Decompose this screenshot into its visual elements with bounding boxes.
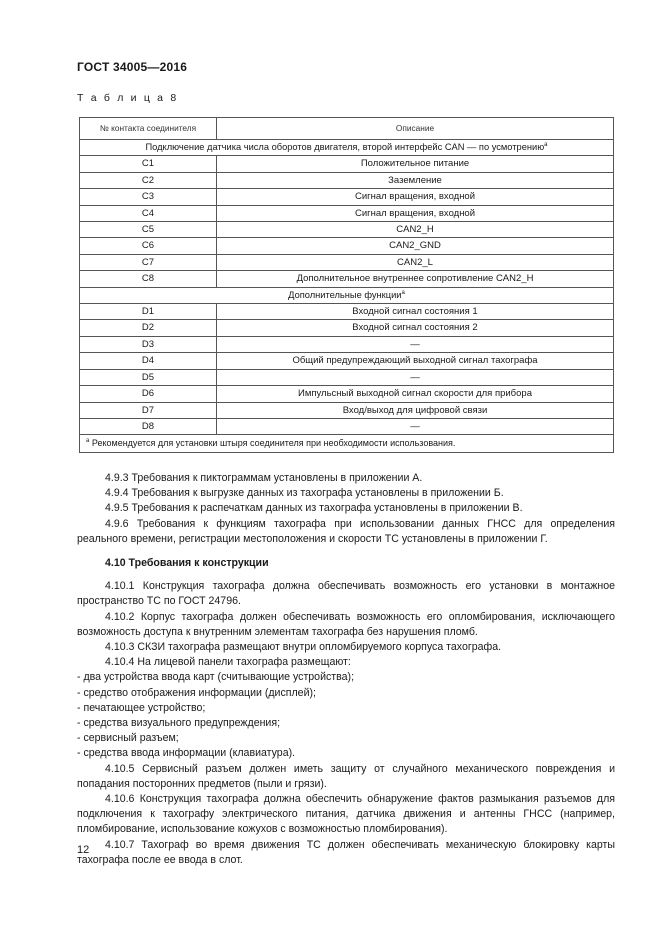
table-row xyxy=(80,336,614,352)
table-row xyxy=(80,418,614,434)
description-cell: Вход/выход для цифровой связи xyxy=(217,402,614,418)
description-cell: — xyxy=(217,369,614,385)
description-cell: CAN2_GND xyxy=(217,238,614,254)
section-title-sensor xyxy=(80,140,614,156)
table-row xyxy=(80,238,614,254)
section-title-text: Дополнительные функции xyxy=(288,289,402,300)
paragraph-4-10-3: 4.10.3 СКЗИ тахографа размещают внутри опломбируемого корпуса тахографа. xyxy=(105,641,502,654)
table-footnote-row xyxy=(80,435,614,453)
description-cell: — xyxy=(217,336,614,352)
section-heading-4-10: 4.10 Требования к конструкции xyxy=(105,557,269,570)
paragraph-4-10-6: 4.10.6 Конструкция тахографа должна обеспечить обнаружение фактов размыкания разъемов для подключения к тахографу электрического питания, датчика движения и антенны ГНСС (например, пломбирование, использование кожухов с возможностью пломбирования). xyxy=(77,793,615,836)
contact-cell: D7 xyxy=(80,402,217,418)
table-row xyxy=(80,172,614,188)
table-section-row xyxy=(80,140,614,156)
description-cell: Сигнал вращения, входной xyxy=(217,205,614,221)
contact-cell: C7 xyxy=(80,254,217,270)
contact-cell: D3 xyxy=(80,336,217,352)
connector-table xyxy=(79,117,614,453)
table-section-row xyxy=(80,287,614,303)
contact-cell: D5 xyxy=(80,369,217,385)
paragraph-4-9-3: 4.9.3 Требования к пиктограммам установлены в приложении А. xyxy=(105,472,423,484)
description-cell: Дополнительное внутреннее сопротивление CAN2_H xyxy=(217,271,614,287)
page-number: 12 xyxy=(77,844,90,856)
column-header-description: Описание xyxy=(217,118,614,140)
table-row xyxy=(80,222,614,238)
contact-cell: C4 xyxy=(80,205,217,221)
paragraph-4-10-7: 4.10.7 Тахограф во время движения ТС должен обеспечивать механическую блокировку карты тахографа после ее ввода в слот. xyxy=(77,838,615,866)
list-item: - средства визуального предупреждения; xyxy=(77,717,281,730)
footnote-mark: а xyxy=(544,142,548,148)
description-cell: CAN2_H xyxy=(217,222,614,238)
list-item: - средство отображения информации (дисплей); xyxy=(77,686,316,699)
description-cell: Входной сигнал состояния 1 xyxy=(217,304,614,320)
table-row xyxy=(80,254,614,270)
contact-cell: D6 xyxy=(80,386,217,402)
description-cell: Заземление xyxy=(217,172,614,188)
table-row xyxy=(80,386,614,402)
description-cell: Сигнал вращения, входной xyxy=(217,189,614,205)
table-caption: Т а б л и ц а 8 xyxy=(77,92,179,104)
list-item: - сервисный разъем; xyxy=(77,732,179,745)
table-header-row xyxy=(80,118,614,140)
paragraph-4-9-5: 4.9.5 Требования к распечаткам данных из тахографа установлены в приложении В. xyxy=(105,502,523,515)
footnote-mark: а xyxy=(401,289,405,296)
document-header: ГОСТ 34005—2016 xyxy=(77,60,188,74)
section-title-text: Подключение датчика числа оборотов двигателя, второй интерфейс CAN — по усмотрению xyxy=(145,142,545,152)
list-item: - печатающее устройство; xyxy=(77,701,206,714)
contact-cell: C6 xyxy=(80,238,217,254)
contact-cell: C8 xyxy=(80,271,217,287)
contact-cell: D2 xyxy=(80,320,217,336)
footnote-mark: а xyxy=(86,438,90,445)
contact-cell: C2 xyxy=(80,172,217,188)
list-item: - два устройства ввода карт (считывающие устройства); xyxy=(77,671,355,684)
description-cell: CAN2_L xyxy=(217,254,614,270)
table-row xyxy=(80,304,614,320)
paragraph-4-10-5: 4.10.5 Сервисный разъем должен иметь защиту от случайного механического повреждения и попадания посторонних предметов (пыли и грязи). xyxy=(77,762,615,790)
description-cell: Общий предупреждающий выходной сигнал тахографа xyxy=(217,353,614,369)
table-footnote xyxy=(80,435,614,453)
body-text xyxy=(77,471,615,868)
contact-cell: D8 xyxy=(80,418,217,434)
paragraph-4-9-4: 4.9.4 Требования к выгрузке данных из тахографа установлены в приложении Б. xyxy=(105,487,504,500)
paragraph-4-10-1: 4.10.1 Конструкция тахографа должна обеспечивать возможность его установки в монтажное пространство ТС по ГОСТ 24796. xyxy=(77,580,615,608)
table-row xyxy=(80,353,614,369)
contact-cell: D4 xyxy=(80,353,217,369)
table-row xyxy=(80,320,614,336)
table-row xyxy=(80,189,614,205)
contact-cell: D1 xyxy=(80,304,217,320)
section-title-additional xyxy=(80,287,614,303)
paragraph-4-9-6: 4.9.6 Требования к функциям тахографа при использовании данных ГНСС для определения реального времени, регистрации местоположения и скорости ТС установлены в приложении Г. xyxy=(77,517,615,545)
table-row xyxy=(80,271,614,287)
description-cell: Входной сигнал состояния 2 xyxy=(217,320,614,336)
list-item: - средства ввода информации (клавиатура). xyxy=(77,747,296,760)
table-row xyxy=(80,369,614,385)
description-cell: — xyxy=(217,418,614,434)
paragraph-4-10-4: 4.10.4 На лицевой панели тахографа размещают: xyxy=(105,656,351,669)
table-row xyxy=(80,205,614,221)
contact-cell: C5 xyxy=(80,222,217,238)
column-header-contact: № контакта соединителя xyxy=(80,118,217,140)
contact-cell: C3 xyxy=(80,189,217,205)
contact-cell: C1 xyxy=(80,156,217,172)
table-row xyxy=(80,402,614,418)
paragraph-4-10-2: 4.10.2 Корпус тахографа должен обеспечивать возможность его опломбирования, исключающего возможность доступа к внутренним элементам тахографа без нарушения пломб. xyxy=(77,610,615,638)
description-cell: Положительное питание xyxy=(217,156,614,172)
footnote-text: Рекомендуется для установки штыря соединителя при необходимости использования. xyxy=(89,438,456,449)
description-cell: Импульсный выходной сигнал скорости для прибора xyxy=(217,386,614,402)
table-row xyxy=(80,156,614,172)
